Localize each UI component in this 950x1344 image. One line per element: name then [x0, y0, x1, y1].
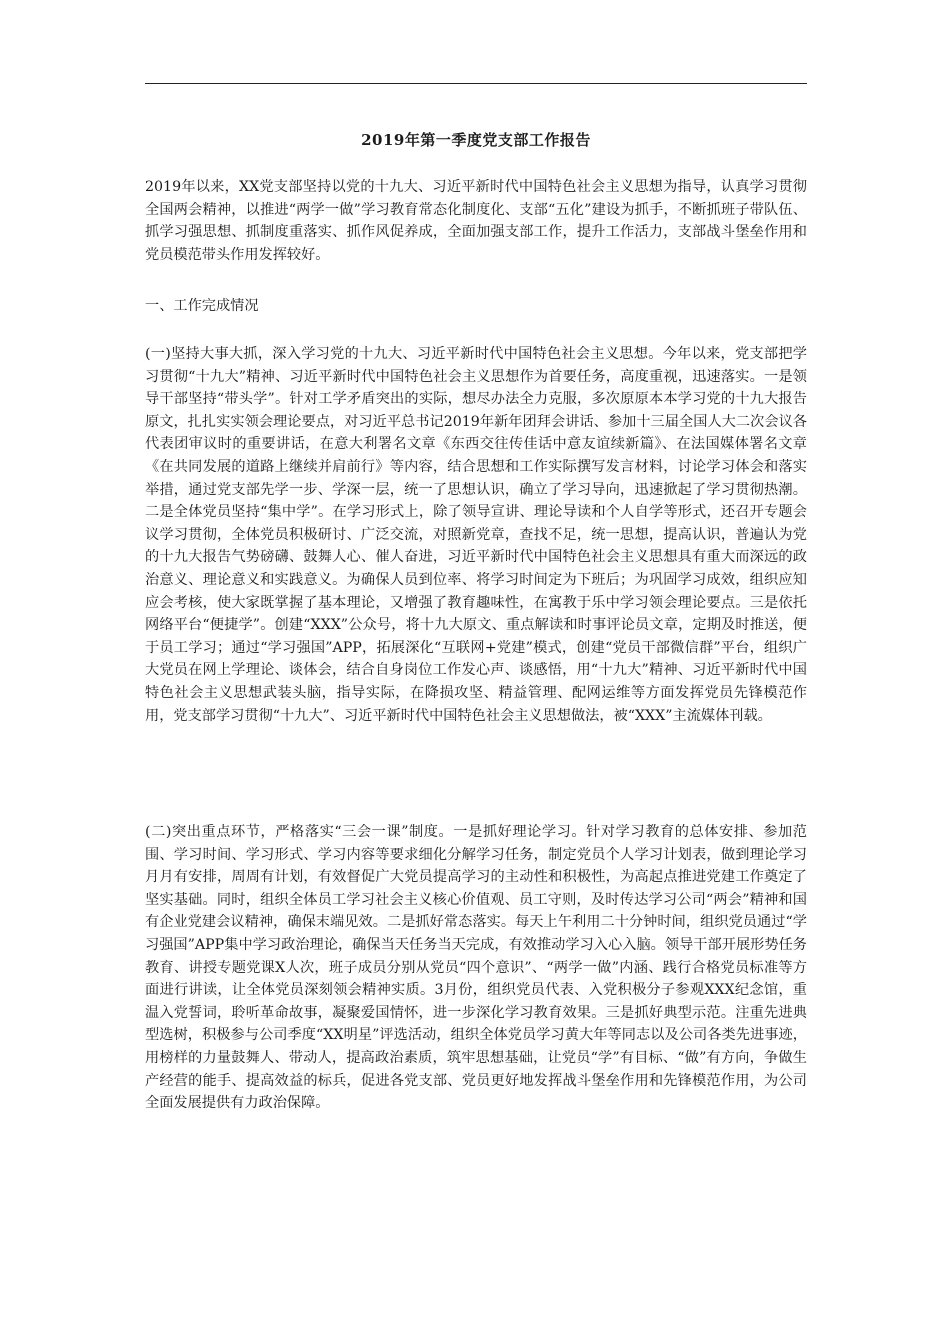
header-rule	[145, 83, 807, 84]
intro-paragraph: 2019年以来，XX党支部坚持以党的十九大、习近平新时代中国特色社会主义思想为指导，认真学习贯彻全国两会精神，以推进“两学一做”学习教育常态化制度化、支部“五化”建设为抓手，不断抓班子带队伍、抓学习强思想、抓制度重落实、抓作风促养成，全面加强支部工作，提升工作活力，支部战斗堡垒作用和党员模范带头作用发挥较好。	[145, 179, 807, 263]
document-title: 2019年第一季度党支部工作报告	[361, 131, 591, 149]
section-heading: 一、工作完成情况	[145, 298, 259, 314]
body-paragraph-1: (一)坚持大事大抓，深入学习党的十九大、习近平新时代中国特色社会主义思想。今年以来，党支部把学习贯彻“十九大”精神、习近平新时代中国特色社会主义思想作为首要任务，高度重视，迅速落实。一是领导干部坚持“带头学”。针对工学矛盾突出的实际，想尽办法全力克服，多次原原本本学习党的十九大报告原文，扎扎实实领会理论要点，对习近平总书记2019年新年团拜会讲话、参加十三届全国人大二次会议各代表团审议时的重要讲话，在意大利署名文章《东西交往传佳话中意友谊续新篇》、在法国媒体署名文章《在共同发展的道路上继续并肩前行》等内容，结合思想和工作实际撰写发言材料，讨论学习体会和落实举措，通过党支部先学一步、学深一层，统一了思想认识，确立了学习导向，迅速掀起了学习贯彻热潮。二是全体党员坚持“集中学”。在学习形式上，除了领导宣讲、理论导读和个人自学等形式，还召开专题会议学习贯彻，全体党员积极研讨、广泛交流，对照新党章，查找不足，统一思想，提高认识，普遍认为党的十九大报告气势磅礴、鼓舞人心、催人奋进，习近平新时代中国特色社会主义思想具有重大而深远的政治意义、理论意义和实践意义。为确保人员到位率、将学习时间定为下班后；为巩固学习成效，组织应知应会考核，使大家既掌握了基本理论，又增强了教育趣味性，在寓教于乐中学习领会理论要点。三是依托网络平台“便捷学”。创建“XXX”公众号，将十九大原文、重点解读和时事评论员文章，定期及时推送，便于员工学习；通过“学习强国”APP，拓展深化“互联网+党建”模式，创建“党员干部微信群”平台，组织广大党员在网上学理论、谈体会，结合自身岗位工作发心声、谈感悟，用“十九大”精神、习近平新时代中国特色社会主义思想武装头脑，指导实际，在降损攻坚、精益管理、配网运维等方面发挥党员先锋模范作用，党支部学习贯彻“十九大”、习近平新时代中国特色社会主义思想做法，被“XXX”主流媒体刊载。	[145, 346, 807, 724]
body-paragraph-2: (二)突出重点环节，严格落实“三会一课”制度。一是抓好理论学习。针对学习教育的总体安排、参加范围、学习时间、学习形式、学习内容等要求细化分解学习任务，制定党员个人学习计划表，做到理论学习月月有安排，周周有计划，有效督促广大党员提高学习的主动性和积极性，为高起点推进党建工作奠定了坚实基础。同时，组织全体员工学习社会主义核心价值观、员工守则，及时传达学习公司“两会”精神和国有企业党建会议精神，确保末端见效。二是抓好常态落实。每天上午利用二十分钟时间，组织党员通过“学习强国”APP集中学习政治理论，确保当天任务当天完成，有效推动学习入心入脑。领导干部开展形势任务教育、讲授专题党课X人次，班子成员分别从党员“四个意识”、“两学一做”内涵、践行合格党员标准等方面进行讲读，让全体党员深刻领会精神实质。3月份，组织党员代表、入党积极分子参观XXX纪念馆，重温入党誓词，聆听革命故事，凝聚爱国情怀，进一步深化学习教育效果。三是抓好典型示范。注重先进典型选树，积极参与公司季度“XX明星”评选活动，组织全体党员学习黄大年等同志以及公司各类先进事迹，用榜样的力量鼓舞人、带动人，提高政治素质，筑牢思想基础，让党员“学”有目标、“做”有方向，争做生产经营的能手、提高效益的标兵，促进各党支部、党员更好地发挥战斗堡垒作用和先锋模范作用，为公司全面发展提供有力政治保障。	[145, 824, 807, 1112]
